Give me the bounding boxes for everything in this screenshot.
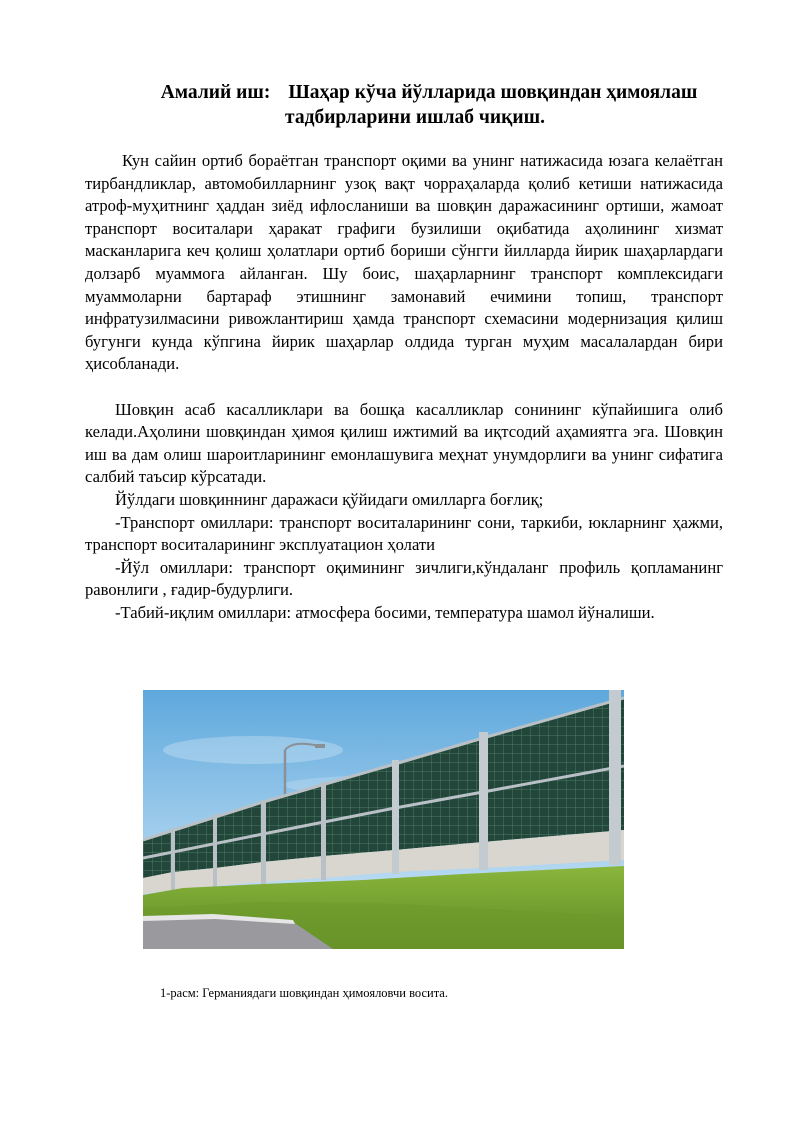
figure-caption: 1-расм: Германиядаги шовқиндан ҳимояловчи восита. xyxy=(160,986,448,1000)
list-item-road-factors: -Йўл омиллари: транспорт оқимининг зичлиги,кўндаланг профиль қопламанинг равонлиги , ғадир-будурлиги. xyxy=(85,557,723,600)
document-body xyxy=(85,150,723,624)
title-line-1 xyxy=(80,80,750,105)
paragraph-factors-intro: Йўлдаги шовқиннинг даражаси қўйидаги омилларга боғлиқ; xyxy=(115,489,544,509)
paragraph-intro: Кун сайин ортиб бораётган транспорт оқими ва унинг натижасида юзага келаётган тирбандликлар, автомобилларнинг узоқ вақт чорраҳаларда қолиб кетиши натижасида атроф-муҳитнинг ҳаддан зиёд ифлосланиши ва шовқин даражасининг ортиши, жамоат транспорт воситалари ҳаракат графиги бузилиши оқибатида аҳолининг хизмат масканларига кеч қолиш ҳолатлари ортиб бориши сўнгги йилларда йирик шаҳарлардаги долзарб муаммога айланган. Шу боис, шаҳарларнинг транспорт комплексидаги муаммоларни бартараф этишнинг замонавий ечимини топиш, транспорт инфратузилмасини ривожлантириш ҳамда транспорт схемасини модернизация қилиш бугунги кунда кўпгина йирик шаҳарлар олдида турган муҳим масалалардан бири ҳисобланади. xyxy=(85,151,723,374)
title-topic: Шаҳар кўча йўлларида шовқиндан ҳимоялаш xyxy=(288,82,698,103)
list-item-climate-factors: -Табий-иқлим омиллари: атмосфера босими, температура шамол йўналиши. xyxy=(115,602,655,622)
title-label: Амалий иш: xyxy=(160,82,271,103)
list-item-transport-factors: -Транспорт омиллари: транспорт воситаларининг сони, таркиби, юкларнинг ҳажми, транспорт воситаларининг эксплуатацион ҳолати xyxy=(85,512,723,555)
document-title xyxy=(80,80,750,130)
paragraph-noise-health: Шовқин асаб касалликлари ва бошқа касалликлар сонининг кўпайишига олиб келади.Аҳолини шовқиндан ҳимоя қилиш ижтимий ва иқтсодий аҳамиятга эга. Шовқин иш ва дам олиш шароитларининг емонлашувига меҳнат унумдорлиги ва унинг сифатига салбий таъсир кўрсатади. xyxy=(85,399,723,487)
title-line-2: тадбирларини ишлаб чиқиш. xyxy=(285,107,545,128)
noise-barrier-photo xyxy=(143,690,624,949)
